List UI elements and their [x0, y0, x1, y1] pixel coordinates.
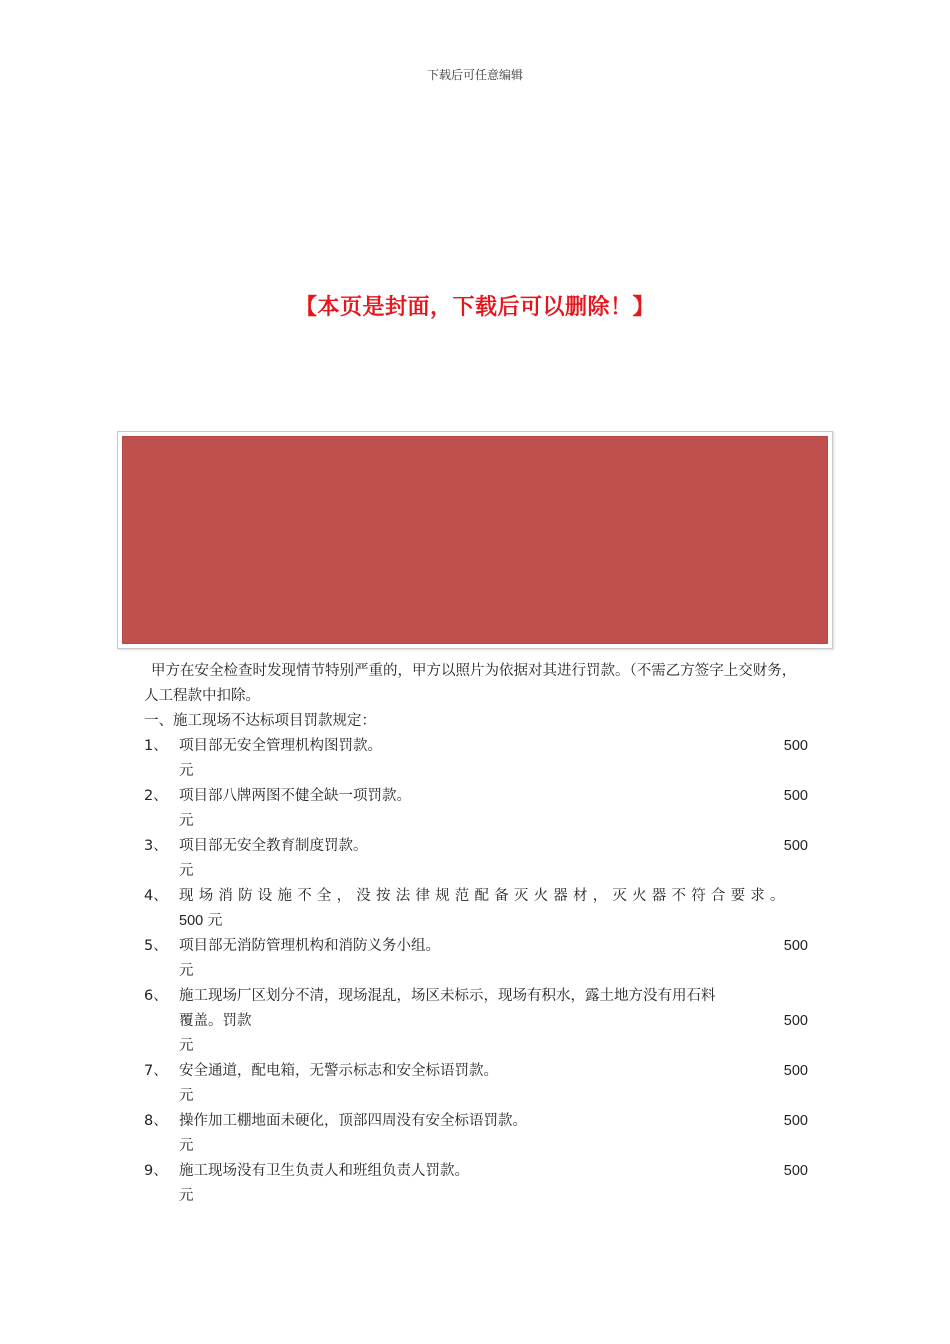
item-amount: 500 — [783, 738, 808, 754]
list-item — [144, 1109, 808, 1159]
item-unit: 元 — [207, 913, 223, 929]
item-amount: 500 — [783, 1013, 808, 1029]
cover-banner — [117, 431, 833, 649]
item-text: 现场消防设施不全，没按法律规范配备灭火器材，灭火器不符合要求。 — [179, 888, 790, 904]
item-amount: 500 — [783, 788, 808, 804]
item-number: 5、 — [144, 938, 168, 954]
list-item — [144, 784, 808, 834]
item-number: 3、 — [144, 838, 168, 854]
item-text: 项目部无消防管理机构和消防义务小组。 — [179, 938, 440, 954]
item-amount: 500 — [783, 938, 808, 954]
item-unit: 元 — [179, 1188, 194, 1204]
item-text: 项目部无安全教育制度罚款。 — [179, 838, 368, 854]
item-text: 项目部无安全管理机构图罚款。 — [179, 738, 382, 754]
item-number: 6、 — [144, 988, 168, 1004]
item-unit: 元 — [179, 1138, 194, 1154]
item-unit: 元 — [179, 963, 194, 979]
list-item — [144, 1059, 808, 1109]
item-unit: 元 — [179, 1038, 194, 1054]
item-number: 7、 — [144, 1063, 168, 1079]
item-text: 施工现场厂区划分不清，现场混乱，场区未标示，现场有积水，露土地方没有用石料 — [179, 988, 716, 1004]
item-number: 2、 — [144, 788, 168, 804]
item-unit: 元 — [179, 1088, 194, 1104]
cover-notice: 【本页是封面，下载后可以删除！】 — [294, 295, 655, 320]
item-text-continued: 覆盖。罚款 — [179, 1013, 252, 1029]
item-number: 1、 — [144, 738, 168, 754]
item-number: 8、 — [144, 1113, 168, 1129]
item-unit: 元 — [179, 813, 194, 829]
list-item — [144, 984, 808, 1059]
cover-banner-fill — [122, 436, 828, 644]
list-item — [144, 934, 808, 984]
item-unit: 元 — [179, 863, 194, 879]
item-text: 操作加工棚地面未硬化，顶部四周没有安全标语罚款。 — [179, 1113, 527, 1129]
item-number: 9、 — [144, 1163, 168, 1179]
header-note: 下载后可任意编辑 — [426, 68, 523, 82]
item-amount: 500 — [783, 1063, 808, 1079]
intro-paragraph: 甲方在安全检查时发现情节特别严重的，甲方以照片为依据对其进行罚款。（不需乙方签字上交财务，人工程款中扣除。 — [144, 663, 797, 704]
list-item — [144, 834, 808, 884]
list-item — [144, 884, 808, 934]
item-text: 项目部八牌两图不健全缺一项罚款。 — [179, 788, 411, 804]
item-amount: 500 — [783, 1163, 808, 1179]
section-title: 一、施工现场不达标项目罚款规定： — [144, 713, 376, 729]
item-amount: 500 — [783, 1113, 808, 1129]
item-text: 施工现场没有卫生负责人和班组负责人罚款。 — [179, 1163, 469, 1179]
item-amount: 500 — [783, 838, 808, 854]
document-body — [144, 659, 808, 1209]
list-item — [144, 734, 808, 784]
item-text: 安全通道，配电箱，无警示标志和安全标语罚款。 — [179, 1063, 498, 1079]
item-number: 4、 — [144, 888, 168, 904]
item-amount-unit — [179, 909, 808, 934]
item-amount: 500 — [179, 913, 204, 929]
list-item — [144, 1159, 808, 1209]
item-unit: 元 — [179, 763, 194, 779]
